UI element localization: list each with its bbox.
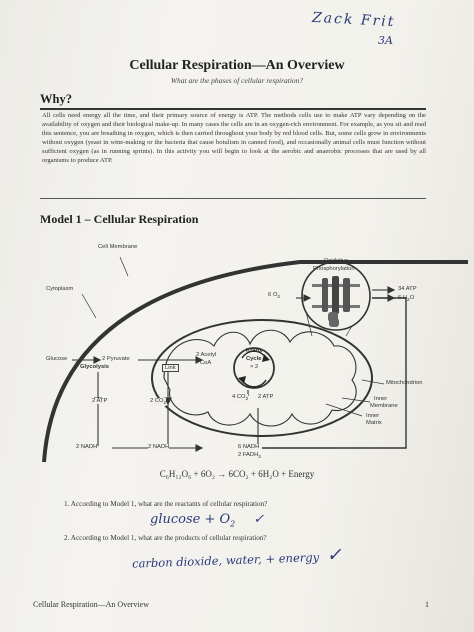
label-o2: 6 $O_2$ bbox=[268, 292, 281, 301]
mitochondrion-inner bbox=[164, 330, 356, 426]
why-heading: Why? bbox=[40, 92, 72, 106]
label-cell-membrane: Cell Membrane bbox=[98, 244, 138, 250]
handwritten-name: Zack Frit bbox=[311, 9, 396, 31]
why-rule bbox=[40, 108, 426, 110]
label-glucose: Glucose bbox=[46, 356, 68, 362]
question-1 bbox=[64, 500, 267, 508]
arrowhead-etc-atp bbox=[388, 287, 394, 293]
label-pyruvate: 2 Pyruvate bbox=[102, 356, 130, 362]
label-2-nadh-b: 2 NADH bbox=[148, 444, 170, 450]
overall-equation: C₆H₁₂O₆ + 6O₂ → 6CO₂ + 6H₂O + Energy bbox=[159, 469, 315, 479]
page-subtitle: What are the phases of cellular respiration? bbox=[170, 76, 304, 85]
label-4-co2: 4 $CO_2$ bbox=[232, 394, 249, 403]
why-paragraph: All cells need energy all the time, and their primary source of energy is ATP. The methods cells use to make ATP vary depending on the availability of oxygen and their biological make-up. In many cases the cells are in an oxygen-rich environment. For example, as you sit and read this sentence, you are breathing in oxygen, which is then carried throughout your body by red blood cells. But, some cells grow in environments without oxygen (yeast in wine-making or the bacteria that cause botulism in canned food), and occasionally animal cells must function without sufficient oxygen (as in running sprints). In this activity you will begin to look at the aerobic and anaerobic processes that are used by all organisms to produce ATP. bbox=[42, 112, 426, 164]
question-1-number: 1. bbox=[64, 500, 70, 508]
answer-1: $glucose + O_2$ ✓ bbox=[150, 512, 265, 529]
mitochondrion-pointer bbox=[362, 380, 384, 384]
question-2 bbox=[64, 534, 267, 542]
model-heading: Model 1 – Cellular Respiration bbox=[40, 212, 199, 226]
label-2-co2: 2 $CO_2$ bbox=[150, 398, 167, 407]
checkmark-icon-2: ✓ bbox=[326, 544, 343, 566]
label-krebs-3: × 2 bbox=[250, 364, 259, 370]
arrowhead-nadh-etc bbox=[196, 445, 202, 451]
membrane-detail bbox=[312, 276, 360, 327]
label-cytoplasm: Cytoplasm bbox=[46, 286, 74, 292]
label-krebs-1: Krebs bbox=[246, 348, 263, 354]
why-bottom-rule bbox=[40, 198, 426, 199]
answer-2: carbon dioxide, water, + energy ✓ bbox=[131, 544, 343, 571]
label-acetyl-2: CoA bbox=[200, 360, 212, 366]
label-2-nadh-a: 2 NADH bbox=[76, 444, 98, 450]
page-title: Cellular Respiration—An Overview bbox=[129, 58, 345, 73]
label-mitochondrion: Mitochondrion bbox=[386, 380, 423, 386]
mitochondrion-outer bbox=[152, 320, 372, 436]
cellular-respiration-diagram bbox=[0, 230, 474, 466]
question-2-number: 2. bbox=[64, 534, 70, 542]
arrowhead-etc-water bbox=[388, 295, 394, 301]
arrowhead-o2 bbox=[304, 295, 310, 301]
label-inner-matrix-1: Inner bbox=[366, 413, 380, 419]
label-34-atp: 34 ATP bbox=[398, 286, 417, 292]
label-inner-membrane-1: Inner bbox=[374, 396, 388, 402]
label-2-atp-krebs: 2 ATP bbox=[258, 394, 274, 400]
question-2-text: According to Model 1, what are the products of cellular respiration? bbox=[70, 534, 267, 542]
label-2-fadh2: 2 $FADH_2$ bbox=[238, 452, 261, 461]
footer-title: Cellular Respiration—An Overview bbox=[33, 600, 149, 609]
label-acetyl-1: 2 Acetyl bbox=[196, 352, 217, 358]
arrowhead-pyruvate bbox=[94, 357, 100, 363]
label-oxidative-1: Oxidative bbox=[324, 258, 349, 264]
label-6-nadh: 6 NADH bbox=[238, 444, 260, 450]
label-link: Link bbox=[162, 364, 179, 372]
label-6-h2o: 6 $H_2O$ bbox=[398, 295, 415, 304]
cytoplasm-pointer bbox=[82, 294, 96, 318]
cell-membrane-arc bbox=[44, 262, 468, 462]
label-oxidative-2: Phosphorylation bbox=[313, 266, 355, 272]
cell-membrane-pointer bbox=[120, 257, 128, 276]
handwritten-period: 3A bbox=[378, 34, 393, 47]
label-glycolysis: Glycolysis bbox=[80, 364, 110, 370]
label-inner-membrane-2: Membrane bbox=[370, 403, 398, 409]
label-inner-matrix-2: Matrix bbox=[366, 420, 382, 426]
label-2-atp-glycolysis: 2 ATP bbox=[92, 398, 108, 404]
page-number: 1 bbox=[425, 600, 429, 609]
checkmark-icon: ✓ bbox=[253, 512, 265, 527]
question-1-text: According to Model 1, what are the reactants of cellular respiration? bbox=[70, 500, 268, 508]
label-krebs-2: Cycle bbox=[246, 356, 262, 362]
